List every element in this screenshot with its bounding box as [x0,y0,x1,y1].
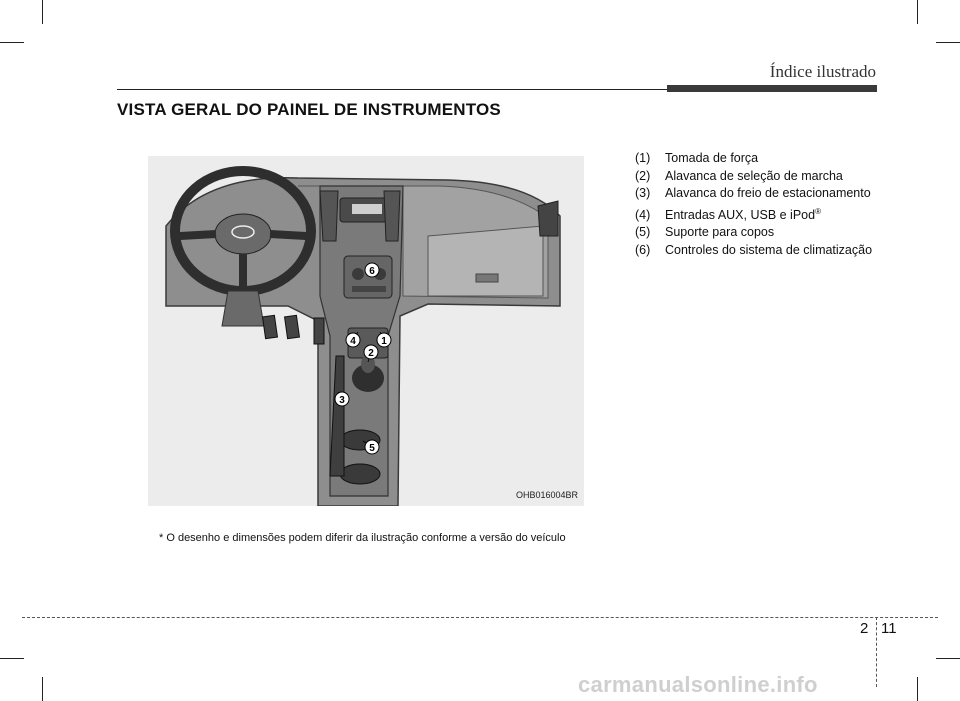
legend-item [635,203,872,225]
callout-4 [346,333,360,347]
crop-mark [936,42,960,43]
legend-number: (3) [635,186,651,200]
legend-number: (6) [635,242,651,257]
crop-mark [0,42,24,43]
legend-text: Alavanca de seleção de marcha [665,168,843,183]
crop-mark [917,0,918,24]
header-section-title: Índice ilustrado [769,62,876,81]
legend-item [635,224,872,242]
registered-mark: ® [815,206,821,216]
legend-item [635,168,872,186]
callout-1 [377,333,391,347]
crop-mark [42,677,43,701]
figure-code: OHB016004BR [515,490,578,500]
legend-number: (4) [635,207,651,222]
legend-list [635,150,872,259]
callout-label-3: 3 [339,395,345,406]
legend-number: (2) [635,168,651,183]
crop-mark [917,677,918,701]
dashboard-drawing [148,156,584,506]
crop-mark [936,658,960,659]
crop-mark [42,0,43,24]
footer-dashed-divider [876,617,877,687]
legend-text: Entradas AUX, USB e iPod [665,207,816,222]
callout-label-4: 4 [350,336,356,347]
callout-label-5: 5 [369,443,375,454]
callout-2 [364,345,378,359]
footer-dashed-rule [22,617,938,618]
page-heading: VISTA GERAL DO PAINEL DE INSTRUMENTOS [117,100,501,119]
legend-item [635,242,872,260]
callout-label-2: 2 [368,348,374,359]
legend-text: Tomada de força [665,151,759,165]
legend-item [635,185,872,203]
legend-number: (5) [635,225,651,240]
callout-3 [335,392,349,406]
header-rule [117,89,667,90]
header-bar [667,85,877,92]
legend-text: Alavanca do freio de estacionamento [665,186,871,200]
callout-label-1: 1 [381,336,387,347]
dashboard-illustration [148,156,584,506]
crop-mark [0,658,24,659]
callout-6 [365,263,379,277]
chapter-number: 2 [860,620,869,637]
illustration-note: * O desenho e dimensões podem diferir da ilustração conforme a versão do veículo [159,532,566,544]
legend-text: Suporte para copos [665,225,775,240]
legend-text: Controles do sistema de climatização [665,242,873,257]
legend-item [635,150,872,168]
callout-5 [365,440,379,454]
callout-label-6: 6 [369,266,375,277]
page-number: 11 [881,620,897,637]
watermark: carmanualsonline.info [578,672,818,697]
legend-number: (1) [635,151,651,165]
